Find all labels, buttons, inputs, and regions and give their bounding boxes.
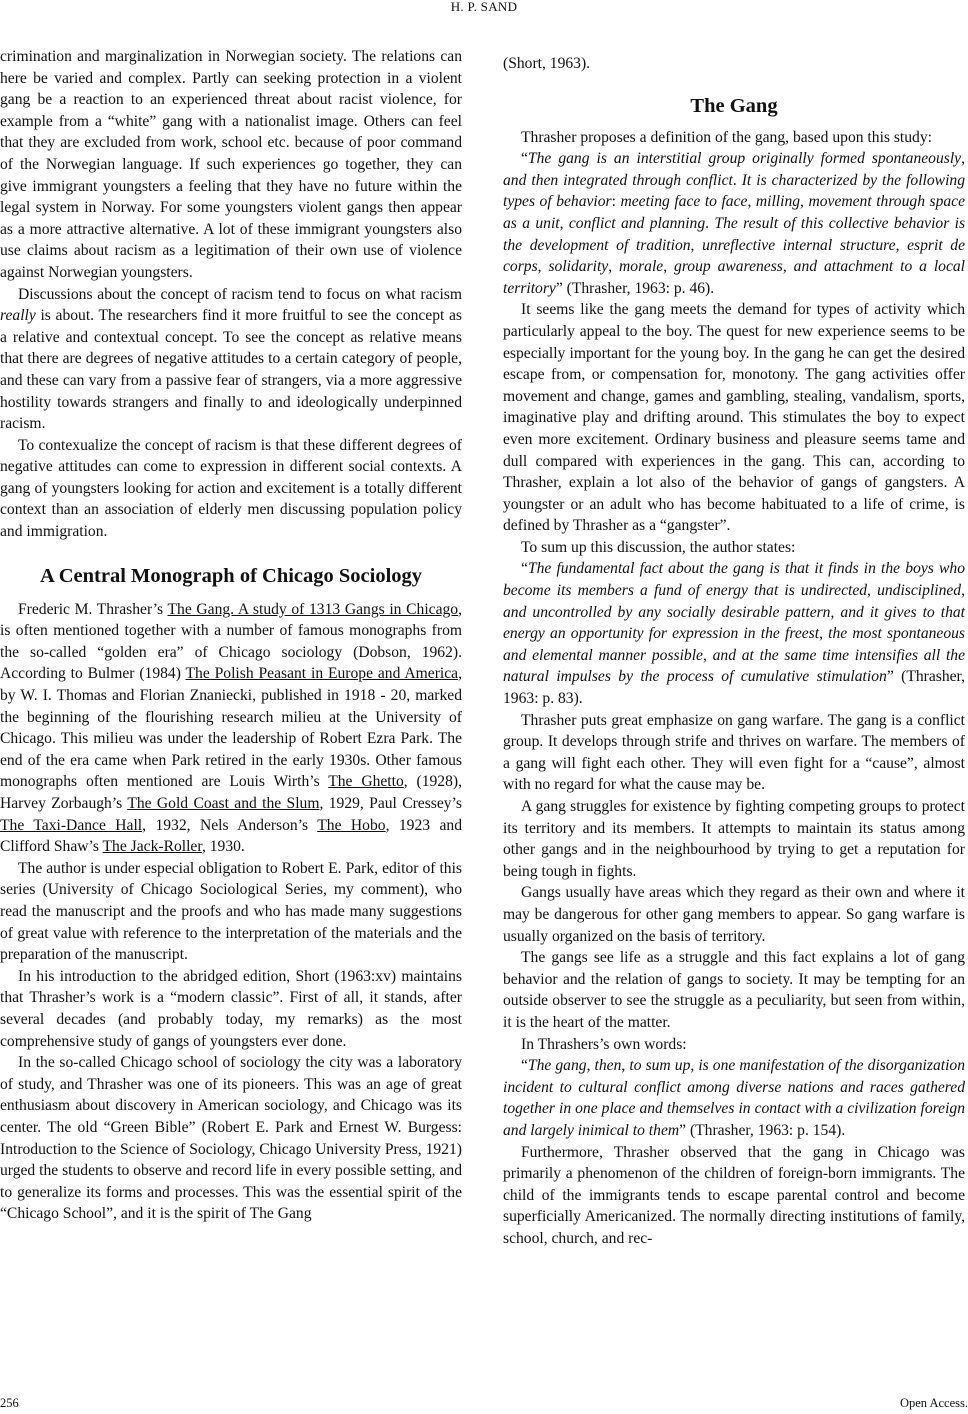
paragraph: To sum up this discussion, the author states: <box>521 538 796 556</box>
paragraph: Discussions about the concept of racism tend to focus on what racism really is about. The researchers find it more fruitful to see the concept as a relative and contextual concept. To see the concept as relative means that there are degrees of negative attitudes to a certain category of people, and these can vary from a passive fear of strangers, via a more aggressive hostility towards strangers and finally to and ideologically underpinned racism. <box>0 285 462 433</box>
right-column <box>503 53 965 1249</box>
book-title: The Polish Peasant in Europe and America <box>185 665 459 683</box>
book-title: The Gang. A study of 1313 Gangs in Chicago <box>167 600 459 618</box>
book-title: The Gold Coast and the Slum <box>127 795 320 812</box>
page-number: 256 <box>0 1396 19 1410</box>
paragraph: In Thrashers’s own words: <box>521 1035 687 1053</box>
running-head: H. P. SAND <box>450 0 518 14</box>
quotation: “The gang is an interstitial group originally formed spontaneously, and then integrated through conflict. It is characterized by the following types of behavior: meeting face to face, milling, movement through space as a unit, conflict and planning. The result of this collective behavior is the development of tradition, unreflective internal structure, esprit de corps, solidarity, morale, group awareness, and attachment to a local territory” (Thrasher, 1963: p. 46). <box>503 150 966 297</box>
paragraph: crimination and marginalization in Norwegian society. The relations can here be varied and complex. Partly can seeking protection in a violent gang be a reaction to an experienced threat about racist violence, for example from a “white” gang with a nationalist image. Others can feel that they are excluded from work, school etc. because of poor command of the Norwegian language. If such experiences go together, they can give immigrant youngsters a feeling that they have no future within the legal system in Norway. For some youngsters violent gangs then appear as a more attractive alternative. A lot of these immigrant youngsters also use claims about racism as a legitimation of their own use of violence against Norwegian youngsters. <box>0 48 462 281</box>
paragraph: (Short, 1963). <box>503 55 591 72</box>
open-access-label: Open Access. <box>899 1396 968 1410</box>
paragraph: The gangs see life as a struggle and this fact explains a lot of gang behavior and the relation of gangs to society. It may be tempting for an outside observer to see the struggle as a peculiarity, but seen from within, it is the heart of the matter. <box>503 949 965 1031</box>
paragraph: The author is under especial obligation to Robert E. Park, editor of this series (University of Chicago Sociological Series, my comment), who read the manuscript and the proofs and who has made many suggestions of great value with reference to the interpretation of the materials and the preparation of the manuscript. <box>0 859 462 964</box>
book-title: The Jack-Roller <box>102 838 202 856</box>
paragraph: Frederic M. Thrasher’s The Gang. A study of 1313 Gangs in Chicago, is often mentioned together with a number of famous monographs from the so-called “golden era” of Chicago sociology (Dobson, 1962). According to Bulmer (1984) The Polish Peasant in Europe and America, by W. I. Thomas and Florian Znaniecki, published in 1918 - 20, marked the beginning of the flourishing research milieu at the University of Chicago. This milieu was under the leadership of Robert Ezra Park. The end of the era came when Park retired in the early 1930s. Other famous monographs often mentioned are Louis Wirth’s The Ghetto, (1928), Harvey Zorbaugh’s The Gold Coast and the Slum, 1929, Paul Cressey’s The Taxi-Dance Hall, 1932, Nels Anderson’s The Hobo, 1923 and Clifford Shaw’s The Jack-Roller, 1930. <box>0 600 462 856</box>
section-heading: A Central Monograph of Chicago Sociology <box>39 564 423 587</box>
quotation: “The gang, then, to sum up, is one manifestation of the disorganization incident to cultural conflict among diverse nations and races gathered together in one place and themselves in contact with a civilization foreign and largely inimical to them” (Thrasher, 1963: p. 154). <box>503 1057 966 1139</box>
quotation: “The fundamental fact about the gang is that it finds in the boys who become its members a fund of energy that is undirected, undisciplined, and uncontrolled by any socially desirable pattern, and it gives to that energy an opportunity for expression in the freest, the most spontaneous and elemental manner possible, and at the same time intensifies all the natural impulses by the process of cumulative stimulation” (Thrasher, 1963: p. 83). <box>503 560 966 708</box>
section-heading: The Gang <box>690 94 778 117</box>
paragraph: A gang struggles for existence by fighting competing groups to protect its territory and its members. It attempts to maintain its status among other gangs and in the neighbourhood by trying to get a reputation for being tough in fights. <box>503 798 965 880</box>
paragraph: To contexualize the concept of racism is that these different degrees of negative attitudes can come to expression in different social contexts. A gang of youngsters looking for action and excitement is a totally different context than an association of elderly men discussing population policy and immigration. <box>0 436 462 541</box>
paragraph: Gangs usually have areas which they regard as their own and where it may be dangerous for other gang members to appear. So gang warfare is usually organized on the basis of territory. <box>503 884 965 945</box>
paragraph: Furthermore, Thrasher observed that the gang in Chicago was primarily a phenomenon of the children of foreign-born immigrants. The child of the immigrants tends to escape parental control and become superficially Americanized. The normally directing institutions of family, school, church, and rec- <box>503 1143 965 1247</box>
left-column <box>0 46 462 1225</box>
book-title: The Taxi-Dance Hall <box>0 816 143 834</box>
paragraph: It seems like the gang meets the demand for types of activity which particularly appeal to the boy. The quest for new experience seems to be especially important for the young boy. In the gang he can get the desired escape from, or compensation for, monotony. The gang activities offer movement and change, games and gambling, stealing, vandalism, sports, imaginative play and drifting around. This stimulates the boy to expect even more excitement. Ordinary business and pleasure seems tame and dull compared with experiences in the gang. This can, according to Thrasher, explain a lot also of the behavior of gangs of gangsters. A youngster or an adult who has become habituated to a life of crime, is defined by Thrasher as a “gangster”. <box>503 301 965 535</box>
book-title: The Ghetto <box>328 773 404 791</box>
paragraph: In the so-called Chicago school of sociology the city was a laboratory of study, and Thrasher was one of its pioneers. This was an age of great enthusiasm about discovery in American sociology, and Chicago was its center. The old “Green Bible” (Robert E. Park and Ernest W. Burgess: Introduction to the Science of Sociology, Chicago University Press, 1921) urged the students to observe and record life in every possible setting, and to generalize its forms and processes. This was the essential spirit of the “Chicago School”, and it is the spirit of The Gang <box>0 1054 462 1223</box>
paragraph: In his introduction to the abridged edition, Short (1963:xv) maintains that Thrasher’s work is a “modern classic”. First of all, it stands, after several decades (and probably today, my remarks) as the most comprehensive study of gangs of youngsters ever done. <box>0 967 462 1050</box>
book-title: The Hobo <box>317 816 386 834</box>
paragraph: Thrasher proposes a definition of the gang, based upon this study: <box>521 128 932 146</box>
paragraph: Thrasher puts great emphasize on gang warfare. The gang is a conflict group. It develops through strife and thrives on warfare. The members of a gang will fight each other. They will even fight for a “cause”, almost with no regard for what the cause may be. <box>503 711 965 794</box>
